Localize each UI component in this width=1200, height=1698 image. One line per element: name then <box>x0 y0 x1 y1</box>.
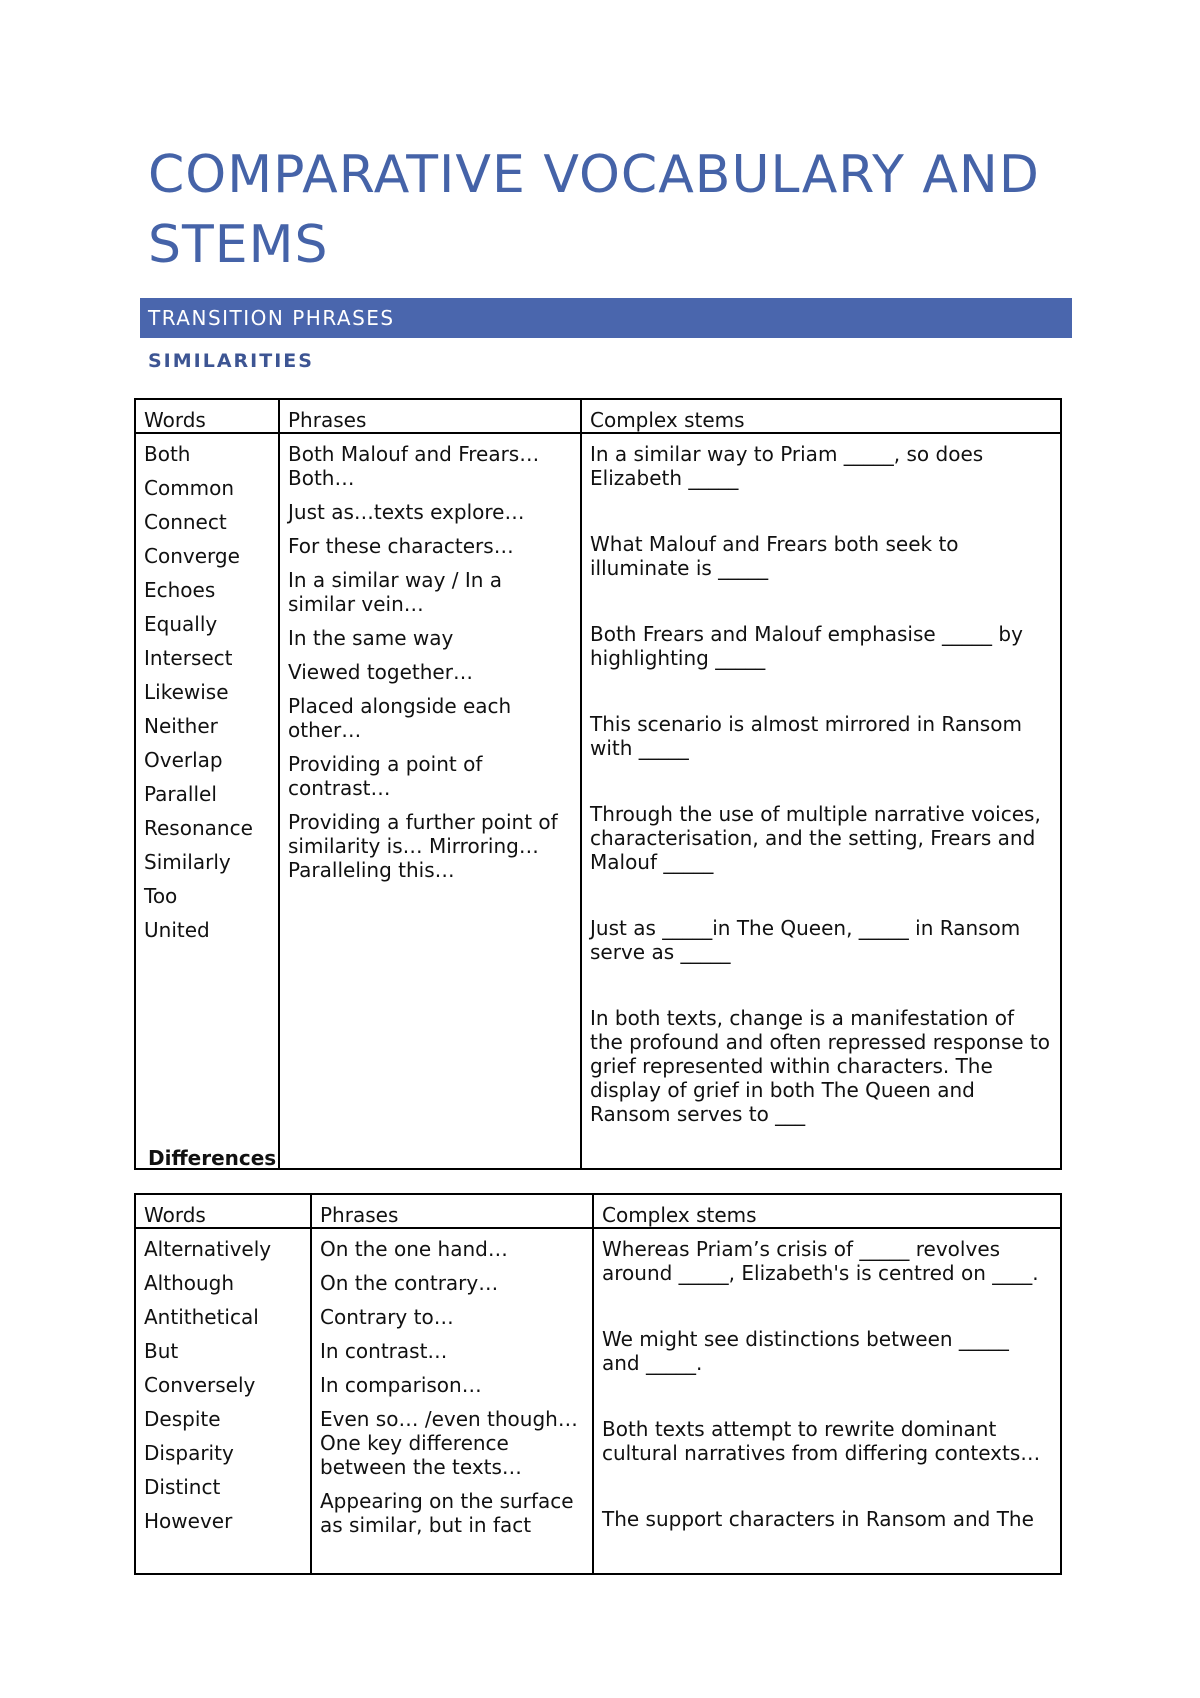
word-item: Similarly <box>144 850 231 874</box>
word-item: Resonance <box>144 816 253 840</box>
word-item: Intersect <box>144 646 233 670</box>
phrase-item: Even so… /even though… One key difference between the texts… <box>320 1407 578 1479</box>
word-item: Connect <box>144 510 227 534</box>
word-item: United <box>144 918 210 942</box>
stem-item: Whereas Priam’s crisis of _____ revolves around _____, Elizabeth's is centred on ____. <box>602 1237 1039 1285</box>
stem-item: In a similar way to Priam _____, so does Elizabeth _____ <box>590 442 984 490</box>
phrase-item: Appearing on the surface as similar, but in fact <box>320 1489 574 1537</box>
stem-item: This scenario is almost mirrored in Ransom with _____ <box>590 712 1022 760</box>
phrase-item: In contrast… <box>320 1339 448 1363</box>
word-item: Echoes <box>144 578 216 602</box>
column-header-complex-stems: Complex stems <box>581 399 1061 433</box>
word-item: Despite <box>144 1407 221 1431</box>
word-item: Likewise <box>144 680 229 704</box>
phrases-cell <box>279 433 581 1169</box>
phrase-item: Placed alongside each other… <box>288 694 512 742</box>
column-header-words: Words <box>135 1194 311 1228</box>
word-item: But <box>144 1339 179 1363</box>
phrase-item: Just as…texts explore… <box>288 500 525 524</box>
phrase-item: Viewed together… <box>288 660 473 684</box>
words-cell <box>135 433 279 1169</box>
phrases-cell <box>311 1228 593 1574</box>
stem-item: Both Frears and Malouf emphasise _____ by highlighting _____ <box>590 622 1023 670</box>
stem-item: We might see distinctions between _____ and _____. <box>602 1327 1009 1375</box>
word-item: Although <box>144 1271 235 1295</box>
word-item: Overlap <box>144 748 223 772</box>
stem-item: What Malouf and Frears both seek to illuminate is _____ <box>590 532 959 580</box>
word-item: Alternatively <box>144 1237 272 1261</box>
phrase-item: Providing a further point of similarity is… Mirroring…Paralleling this… <box>288 810 558 882</box>
similarities-heading: SIMILARITIES <box>148 350 314 372</box>
word-item: Disparity <box>144 1441 234 1465</box>
complex-stems-cell <box>593 1228 1061 1574</box>
stem-item: Just as _____in The Queen, _____ in Ransom serve as _____ <box>590 916 1021 964</box>
word-item: Parallel <box>144 782 217 806</box>
word-item: Both <box>144 442 191 466</box>
word-item: Converge <box>144 544 240 568</box>
phrase-item: In the same way <box>288 626 454 650</box>
column-header-phrases: Phrases <box>279 399 581 433</box>
section-band-transition-phrases: TRANSITION PHRASES <box>140 298 1072 338</box>
stem-item: Through the use of multiple narrative voices, characterisation, and the setting, Frears and Malouf _____ <box>590 802 1041 874</box>
phrase-item: For these characters… <box>288 534 514 558</box>
word-item: Conversely <box>144 1373 256 1397</box>
phrase-item: Providing a point of contrast… <box>288 752 483 800</box>
word-item: Equally <box>144 612 218 636</box>
column-header-complex-stems: Complex stems <box>593 1194 1061 1228</box>
phrase-item: On the one hand… <box>320 1237 508 1261</box>
word-item: Neither <box>144 714 218 738</box>
similarities-table <box>134 398 1062 1170</box>
phrase-item: Both Malouf and Frears… Both… <box>288 442 540 490</box>
phrase-item: Contrary to… <box>320 1305 454 1329</box>
word-item: Distinct <box>144 1475 221 1499</box>
differences-heading: Differences <box>148 1146 277 1170</box>
phrase-item: In a similar way / In a similar vein… <box>288 568 503 616</box>
stem-item: The support characters in Ransom and The <box>602 1507 1034 1531</box>
word-item: Antithetical <box>144 1305 259 1329</box>
phrase-item: On the contrary… <box>320 1271 499 1295</box>
phrase-item: In comparison… <box>320 1373 482 1397</box>
stem-item: In both texts, change is a manifestation of the profound and often repressed response to grief represented within characters. The display of grief in both The Queen and Ransom serves to ___ <box>590 1006 1051 1126</box>
word-item: Too <box>144 884 178 908</box>
stem-item: Both texts attempt to rewrite dominant cultural narratives from differing contexts… <box>602 1417 1041 1465</box>
words-cell <box>135 1228 311 1574</box>
complex-stems-cell <box>581 433 1061 1169</box>
differences-table <box>134 1193 1062 1575</box>
column-header-phrases: Phrases <box>311 1194 593 1228</box>
word-item: Common <box>144 476 235 500</box>
word-item: However <box>144 1509 233 1533</box>
page-title: COMPARATIVE VOCABULARY AND STEMS <box>148 145 1040 275</box>
column-header-words: Words <box>135 399 279 433</box>
